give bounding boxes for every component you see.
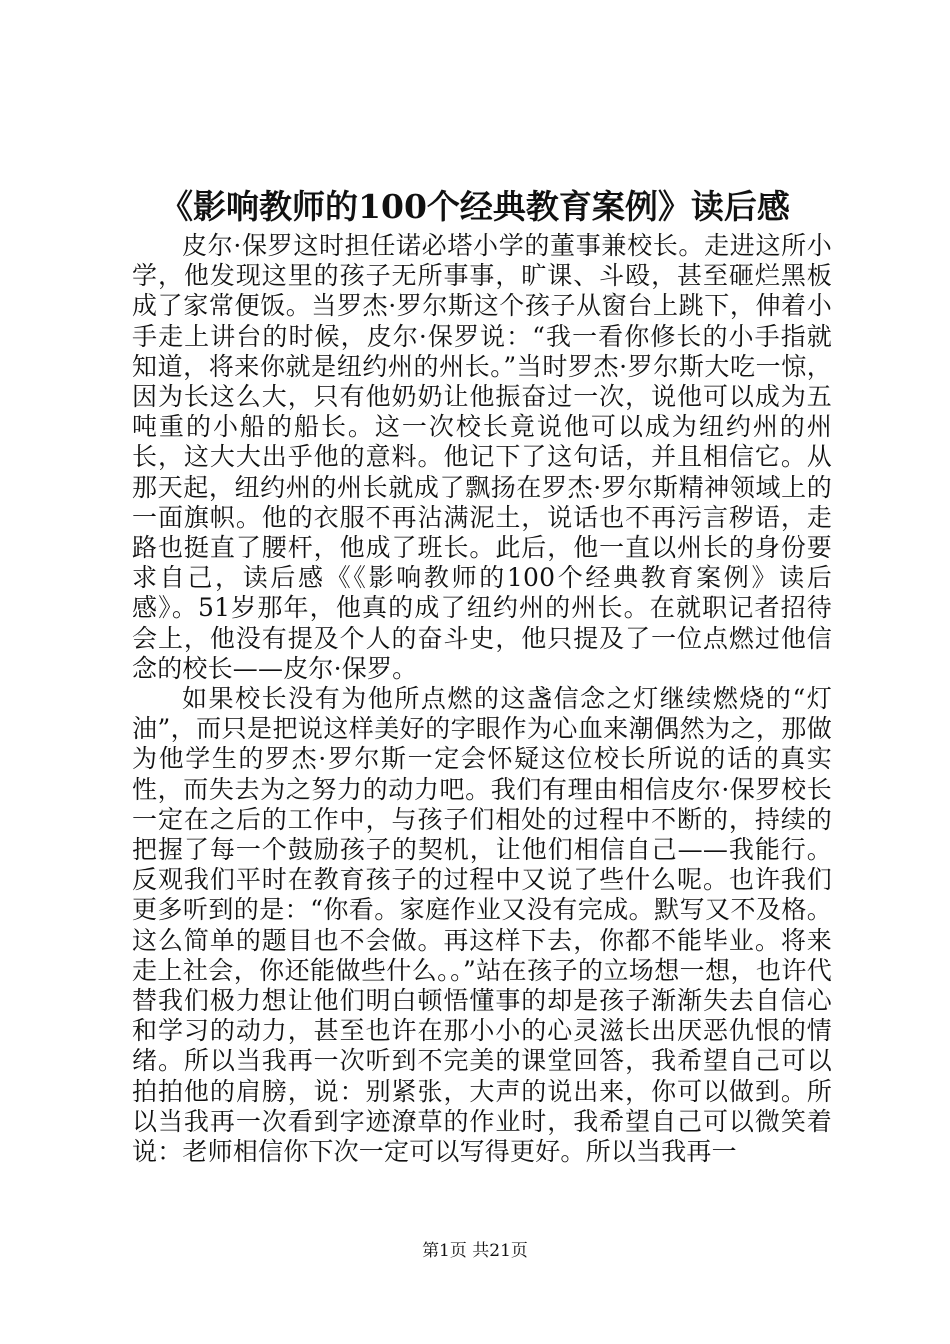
document-body — [132, 231, 832, 1167]
page-number-label: 第1页 共21页 — [422, 1241, 528, 1261]
page-footer — [0, 1240, 950, 1262]
document-title: 《影响教师的100个经典教育案例》读后感 — [160, 187, 790, 226]
paragraph-1: 皮尔·保罗这时担任诺必塔小学的董事兼校长。走进这所小学，他发现这里的孩子无所事事，旷课、斗殴，甚至砸烂黑板成了家常便饭。当罗杰·罗尔斯这个孩子从窗台上跳下，伸着小手走上讲台的时候，皮尔·保罗说：“我一看你修长的小手指就知道，将来你就是纽约州的州长。”当时罗杰·罗尔斯大吃一惊，因为长这么大，只有他奶奶让他振奋过一次，说他可以成为五吨重的小船的船长。这一次校长竟说他可以成为纽约州的州长，这大大出乎他的意料。他记下了这句话，并且相信它。从那天起，纽约州的州长就成了飘扬在罗杰·罗尔斯精神领域上的一面旗帜。他的衣服不再沾满泥土，说话也不再污言秽语，走路也挺直了腰杆，他成了班长。此后，他一直以州长的身份要求自己，读后感《《影响教师的100个经典教育案例》读后感》。51岁那年，他真的成了纽约州的州长。在就职记者招待会上，他没有提及个人的奋斗史，他只提及了一位点燃过他信念的校长——皮尔·保罗。 — [132, 231, 832, 683]
paragraph-2: 如果校长没有为他所点燃的这盏信念之灯继续燃烧的“灯油”，而只是把说这样美好的字眼作为心血来潮偶然为之，那做为他学生的罗杰·罗尔斯一定会怀疑这位校长所说的话的真实性，而失去为之努力的动力吧。我们有理由相信皮尔·保罗校长一定在之后的工作中，与孩子们相处的过程中不断的，持续的把握了每一个鼓励孩子的契机，让他们相信自己——我能行。反观我们平时在教育孩子的过程中又说了些什么呢。也许我们更多听到的是：“你看。家庭作业又没有完成。默写又不及格。这么简单的题目也不会做。再这样下去，你都不能毕业。将来走上社会，你还能做些什么。。”站在孩子的立场想一想，也许代替我们极力想让他们明白顿悟懂事的却是孩子渐渐失去自信心和学习的动力，甚至也许在那小小的心灵滋长出厌恶仇恨的情绪。所以当我再一次听到不完美的课堂回答，我希望自己可以拍拍他的肩膀，说：别紧张，大声的说出来，你可以做到。所以当我再一次看到字迹潦草的作业时，我希望自己可以微笑着说：老师相信你下次一定可以写得更好。所以当我再一 — [132, 684, 832, 1167]
